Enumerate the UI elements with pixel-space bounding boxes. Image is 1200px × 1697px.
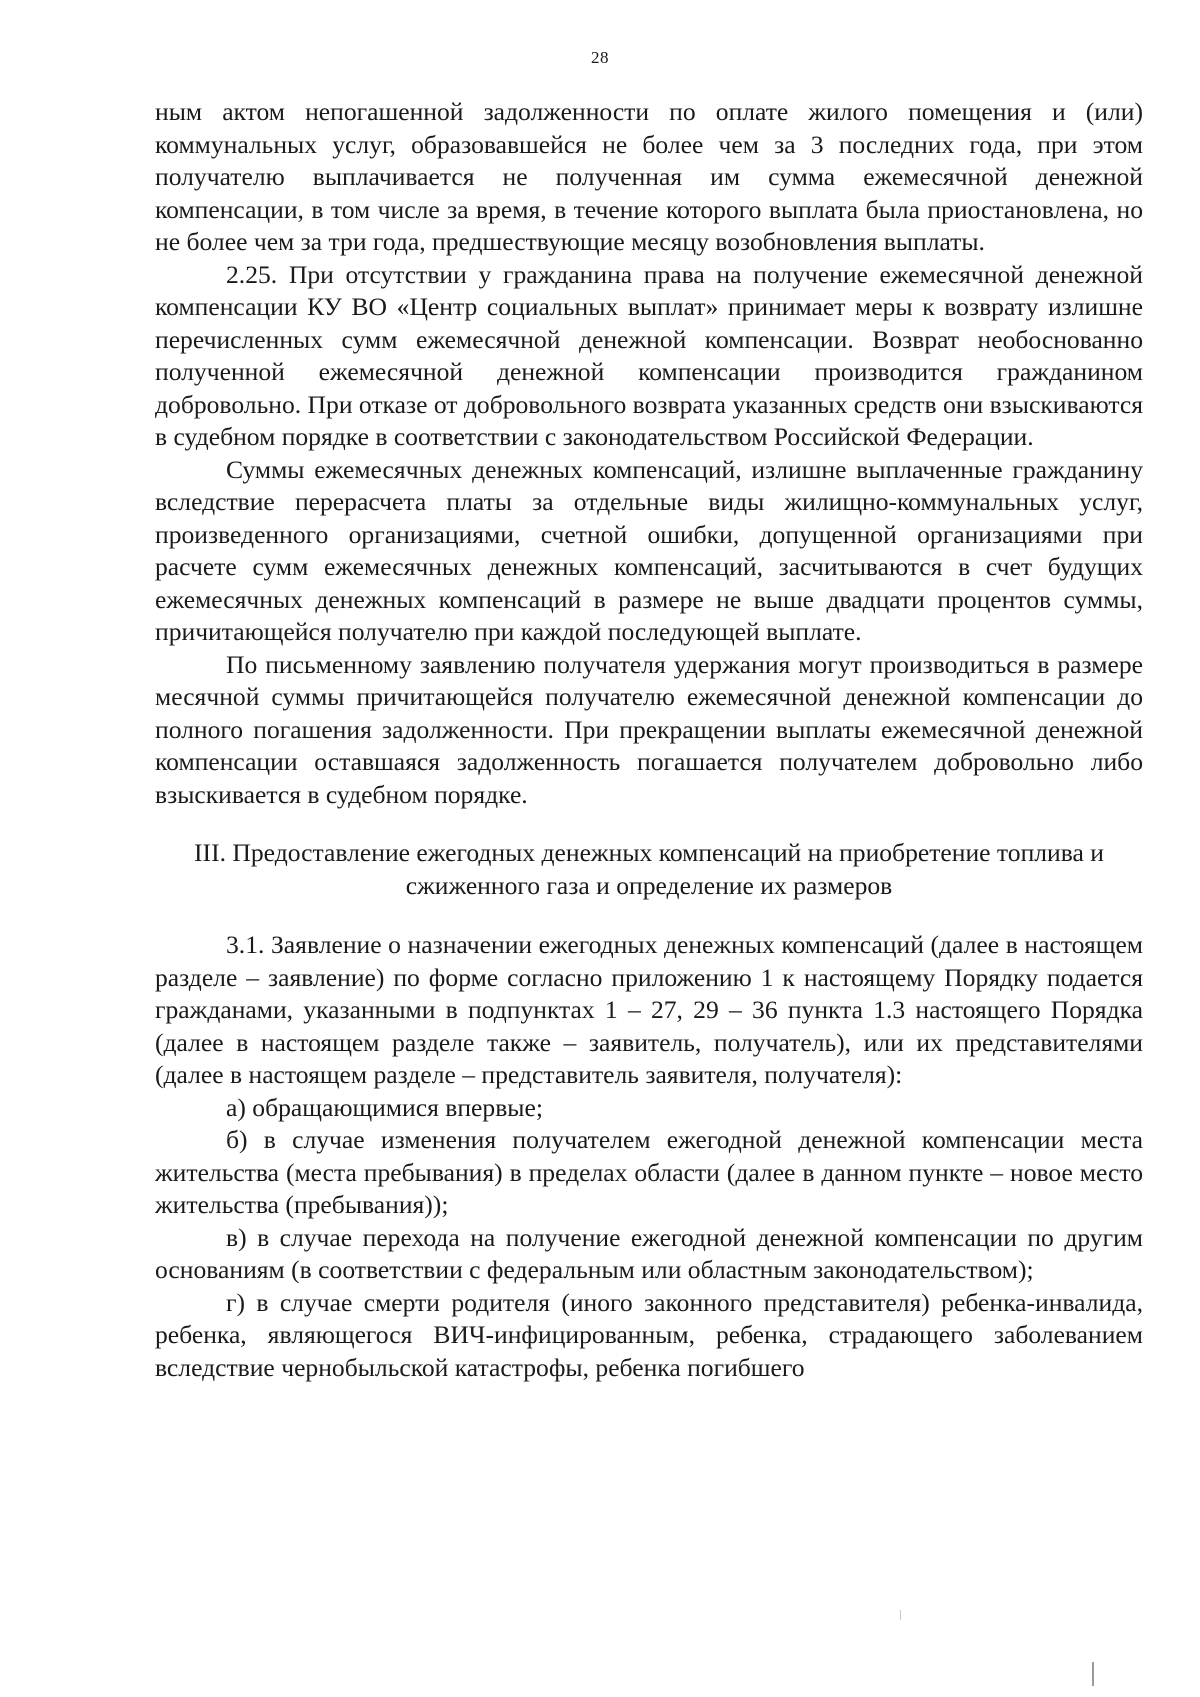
page-number: 28 [591,48,609,67]
spacer [155,811,1143,837]
paragraph-3-1: 3.1. Заявление о назначении ежегодных денежных компенсаций (далее в настоящем разделе – заявление) по форме согласно приложению 1 к настоящему Порядку подается гражданами, указанными в подпунктах 1 – 27, 29 – 36 пункта 1.3 настоящего Порядка (далее в настоящем разделе также – заявитель, получатель), или их представителями (далее в настоящем разделе – представитель заявителя, получателя): [155,930,1143,1089]
scan-artifact-mark [900,1610,901,1620]
scan-artifact-mark [1092,1662,1094,1686]
paragraph-continuation: ным актом непогашенной задолженности по оплате жилого помещения и (или) коммунальных услуг, образовавшейся не более чем за 3 последних года, при этом получателю выплачивается не полученная им сумма ежемесячной денежной компенсации, в том числе за время, в течение которого выплата была приостановлена, но не более чем за три года, предшествующие месяцу возобновления выплаты. [155,97,1143,256]
list-item-g: г) в случае смерти родителя (иного законного представителя) ребенка-инвалида, ребенка, являющегося ВИЧ-инфицированным, ребенка, страдающего заболеванием вследствие чернобыльской катастрофы, ребенка погибшего [155,1287,1143,1382]
paragraph-2-25: 2.25. При отсутствии у гражданина права на получение ежемесячной денежной компенсации КУ ВО «Центр социальных выплат» принимает меры к возврату излишне перечисленных сумм ежемесячной денежной компенсации. Возврат необоснованно полученной ежемесячной денежной компенсации производится гражданином добровольно. При отказе от добровольного возврата указанных средств они взыскиваются в судебном порядке в соответствии с законодательством Российской Федерации. [155,259,1143,451]
paragraph-overpaid-sums: Суммы ежемесячных денежных компенсаций, излишне выплаченные гражданину вследствие перерасчета платы за отдельные виды жилищно-коммунальных услуг, произведенного организациями, счетной ошибки, допущенной организациями при расчете сумм ежемесячных денежных компенсаций, засчитываются в счет будущих ежемесячных денежных компенсаций в размере не выше двадцати процентов суммы, причитающейся получателю при каждой последующей выплате. [155,454,1143,646]
document-body [155,96,1143,1384]
paragraph-withholding: По письменному заявлению получателя удержания могут производиться в размере месячной суммы причитающейся получателю ежемесячной денежной компенсации до полного погашения задолженности. При прекращении выплаты ежемесячной денежной компенсации оставшаяся задолженность погашается получателем добровольно либо взыскивается в судебном порядке. [155,649,1143,809]
list-item-a: а) обращающимися впервые; [226,1092,543,1122]
spacer [155,902,1143,929]
section-heading: III. Предоставление ежегодных денежных компенсаций на приобретение топлива и сжиженного газа и определение их размеров [194,838,1104,900]
list-item-v: в) в случае перехода на получение ежегодной денежной компенсации по другим основаниям (в соответствии с федеральным или областным законодательством); [155,1222,1143,1284]
list-item-b: б) в случае изменения получателем ежегодной денежной компенсации места жительства (места пребывания) в пределах области (далее в данном пункте – новое место жительства (пребывания)); [155,1125,1143,1219]
